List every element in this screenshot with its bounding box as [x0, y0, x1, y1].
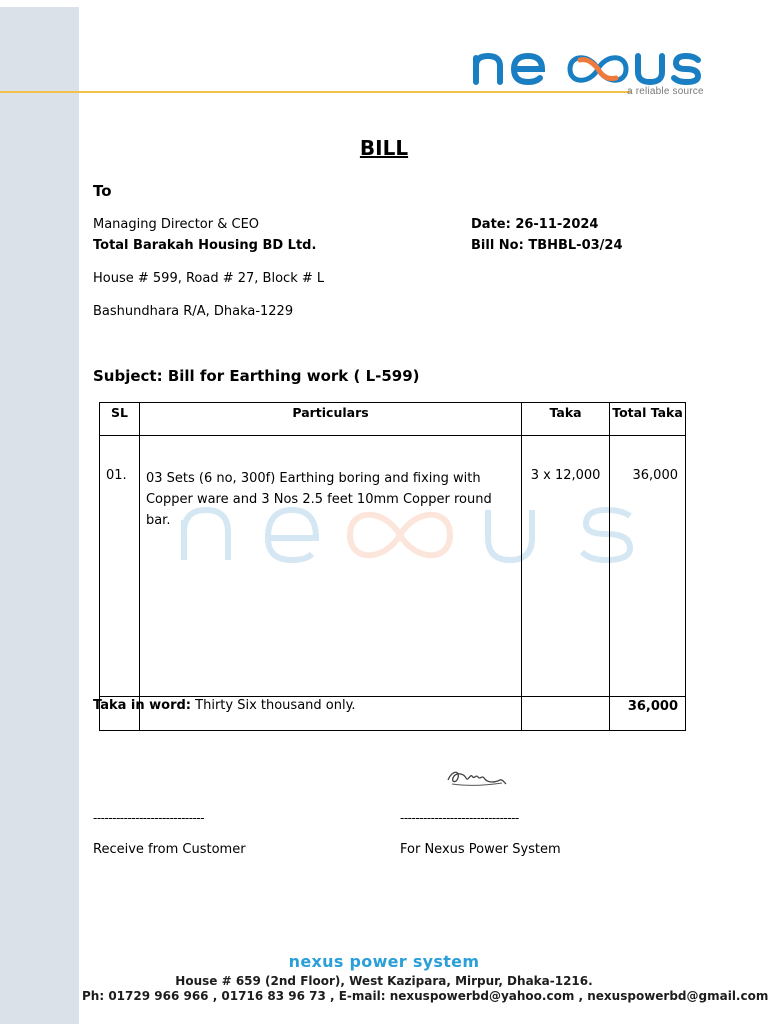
header-taka: Taka [522, 403, 610, 436]
to-label: To [93, 182, 112, 200]
handwritten-signature [442, 762, 512, 794]
company-signature-line: ------------------------------- [400, 811, 519, 825]
address-line-1: House # 599, Road # 27, Block # L [93, 271, 325, 286]
bill-title: BILL [359, 136, 409, 160]
bill-table [99, 402, 686, 731]
recipient-company: Total Barakah Housing BD Ltd. [93, 238, 317, 253]
recipient-title: Managing Director & CEO [93, 217, 260, 232]
table-header-row [100, 403, 686, 436]
header-sl: SL [100, 403, 140, 436]
header-total-taka: Total Taka [610, 403, 686, 436]
grand-total-empty-3 [522, 697, 610, 731]
footer-contact: Ph: 01729 966 966 , 01716 83 96 73 , E-mail: nexuspowerbd@yahoo.com , nexuspowerbd@gmail.com [82, 989, 768, 1003]
table-row [100, 436, 686, 697]
company-signature-label: For Nexus Power System [400, 842, 561, 857]
particulars-line-2: Copper ware and 3 Nos 2.5 feet 10mm Copper round bar. [145, 492, 492, 528]
particulars-line-1: 03 Sets (6 no, 300f) Earthing boring and fixing with [145, 471, 481, 486]
amount-in-words [93, 698, 356, 713]
grand-total-value: 36,000 [610, 697, 686, 731]
amount-in-words-value: Thirty Six thousand only. [191, 698, 356, 713]
logo-tagline: a reliable source [627, 86, 704, 97]
header-particulars: Particulars [139, 403, 521, 436]
row-total: 36,000 [610, 436, 686, 697]
bill-number: Bill No: TBHBL-03/24 [471, 238, 623, 253]
footer-address: House # 659 (2nd Floor), West Kazipara, Mirpur, Dhaka-1216. [175, 974, 593, 988]
row-sl: 01. [100, 436, 140, 697]
amount-in-words-label: Taka in word: [93, 698, 192, 713]
address-line-2: Bashundhara R/A, Dhaka-1229 [93, 304, 294, 319]
bill-title-wrap [0, 136, 768, 160]
bill-date: Date: 26-11-2024 [471, 217, 599, 232]
footer-company-name: nexus power system [288, 952, 480, 971]
customer-signature-label: Receive from Customer [93, 842, 246, 857]
customer-signature-line: ----------------------------- [93, 811, 205, 825]
row-particulars [139, 436, 521, 697]
row-taka: 3 x 12,000 [522, 436, 610, 697]
subject-line: Subject: Bill for Earthing work ( L-599) [93, 367, 420, 385]
